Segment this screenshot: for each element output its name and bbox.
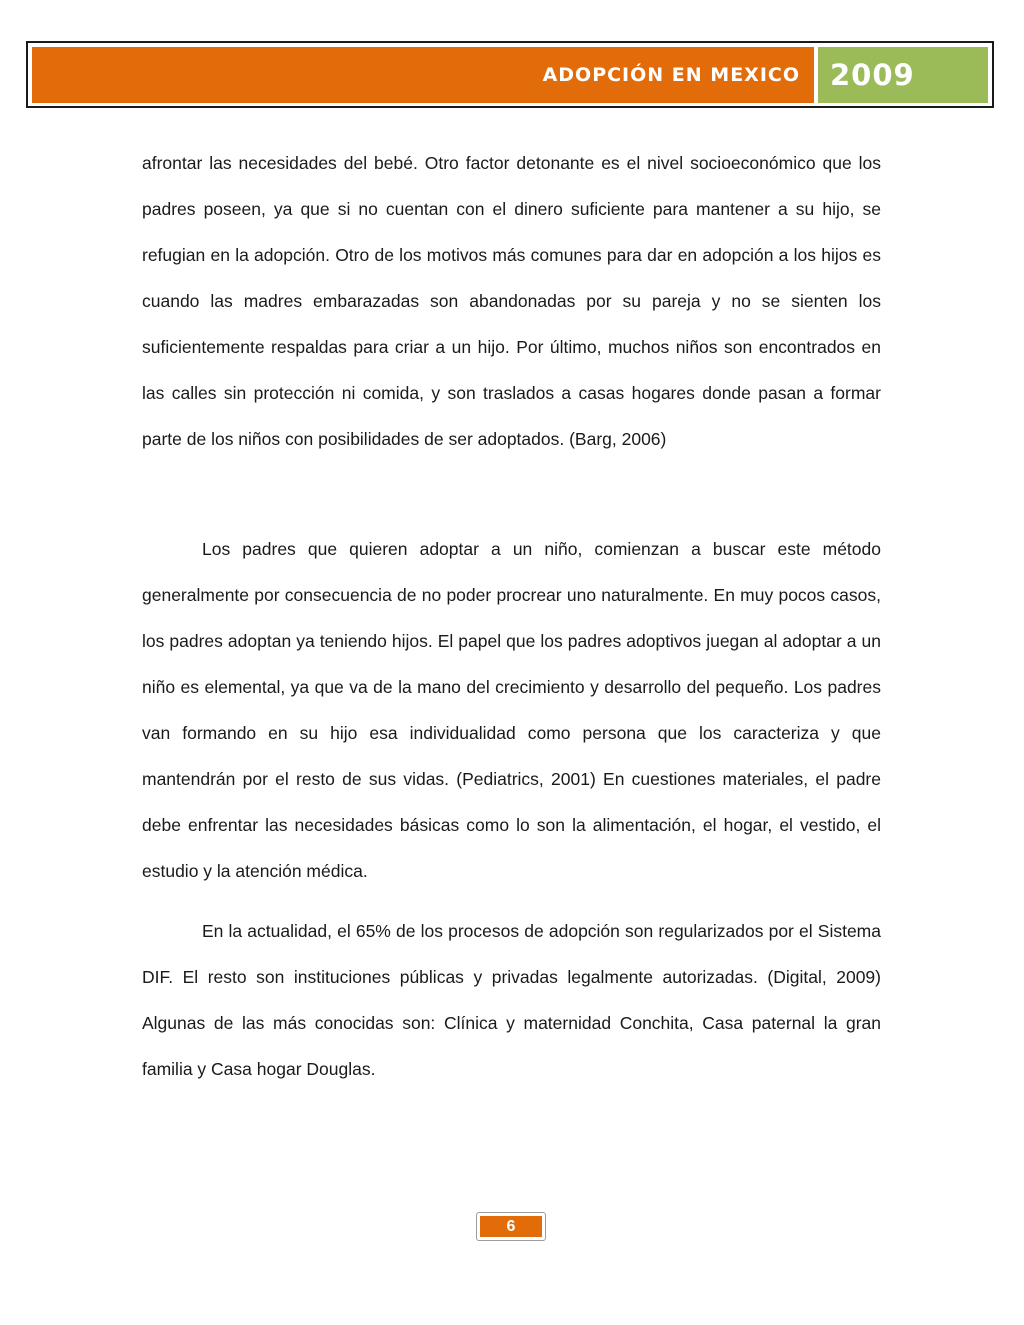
paragraph-2: Los padres que quieren adoptar a un niño, comienzan a buscar este método generalmente por consecuencia de no poder procrear uno naturalmente. En muy pocos casos, los padres adoptan ya teniendo hijos. El papel que los padres adoptivos juegan al adoptar a un niño es elemental, ya que va de la mano del crecimiento y desarrollo del pequeño. Los padres van formando en su hijo esa individualidad como persona que los caracteriza y que mantendrán por el resto de sus vidas. (Pediatrics, 2001) En cuestiones materiales, el padre debe enfrentar las necesidades básicas como lo son la alimentación, el hogar, el vestido, el estudio y la atención médica. <box>142 539 881 881</box>
header-year-box <box>818 47 988 103</box>
header-year: 2009 <box>830 58 915 92</box>
page-header <box>26 41 994 108</box>
body-text <box>142 140 881 1092</box>
header-title-bar <box>32 47 814 103</box>
paragraph-3: En la actualidad, el 65% de los procesos de adopción son regularizados por el Sistema DIF. El resto son instituciones públicas y privadas legalmente autorizadas. (Digital, 2009) Algunas de las más conocidas son: Clínica y maternidad Conchita, Casa paternal la gran familia y Casa hogar Douglas. <box>142 921 881 1079</box>
paragraph-1: afrontar las necesidades del bebé. Otro factor detonante es el nivel socioeconómico que los padres poseen, ya que si no cuentan con el dinero suficiente para mantener a su hijo, se refugian en la adopción. Otro de los motivos más comunes para dar en adopción a los hijos es cuando las madres embarazadas son abandonadas por su pareja y no se sienten los suficientemente respaldas para criar a un hijo. Por último, muchos niños son encontrados en las calles sin protección ni comida, y son traslados a casas hogares donde pasan a formar parte de los niños con posibilidades de ser adoptados. (Barg, 2006) <box>142 153 881 449</box>
page-number-box <box>476 1212 546 1241</box>
header-title: ADOPCIÓN EN MEXICO <box>542 64 800 86</box>
page-number: 6 <box>480 1216 542 1237</box>
